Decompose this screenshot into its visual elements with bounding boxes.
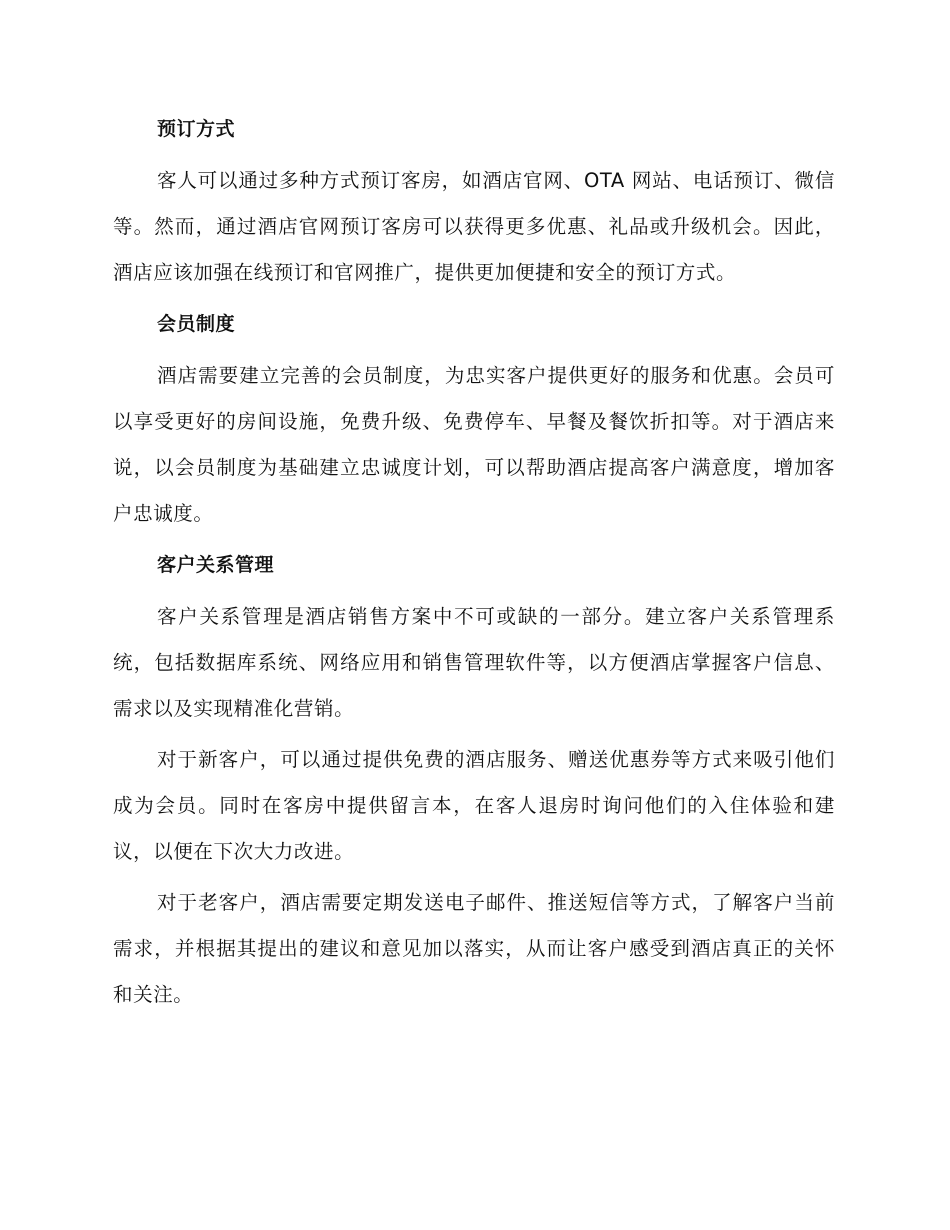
document-body	[113, 106, 835, 1023]
paragraph-crm-intro: 客户关系管理是酒店销售方案中不可或缺的一部分。建立客户关系管理系统，包括数据库系统、网络应用和销售管理软件等，以方便酒店掌握客户信息、需求以及实现精准化营销。	[113, 605, 835, 720]
section-heading-crm: 客户关系管理	[157, 554, 275, 576]
section-heading-membership: 会员制度	[157, 313, 236, 335]
paragraph-crm-new-customers: 对于新客户，可以通过提供免费的酒店服务、赠送优惠券等方式来吸引他们成为会员。同时在客房中提供留言本，在客人退房时询问他们的入住体验和建议，以便在下次大力改进。	[113, 748, 835, 863]
paragraph-booking: 客人可以通过多种方式预订客房，如酒店官网、OTA 网站、电话预订、微信等。然而，通过酒店官网预订客房可以获得更多优惠、礼品或升级机会。因此，酒店应该加强在线预订和官网推广，提供更加便捷和安全的预订方式。	[113, 169, 835, 284]
paragraph-crm-old-customers: 对于老客户，酒店需要定期发送电子邮件、推送短信等方式，了解客户当前需求，并根据其提出的建议和意见加以落实，从而让客户感受到酒店真正的关怀和关注。	[113, 891, 835, 1006]
paragraph-membership: 酒店需要建立完善的会员制度，为忠实客户提供更好的服务和优惠。会员可以享受更好的房间设施，免费升级、免费停车、早餐及餐饮折扣等。对于酒店来说，以会员制度为基础建立忠诚度计划，可以帮助酒店提高客户满意度，增加客户忠诚度。	[113, 364, 835, 525]
section-heading-booking: 预订方式	[157, 118, 236, 140]
